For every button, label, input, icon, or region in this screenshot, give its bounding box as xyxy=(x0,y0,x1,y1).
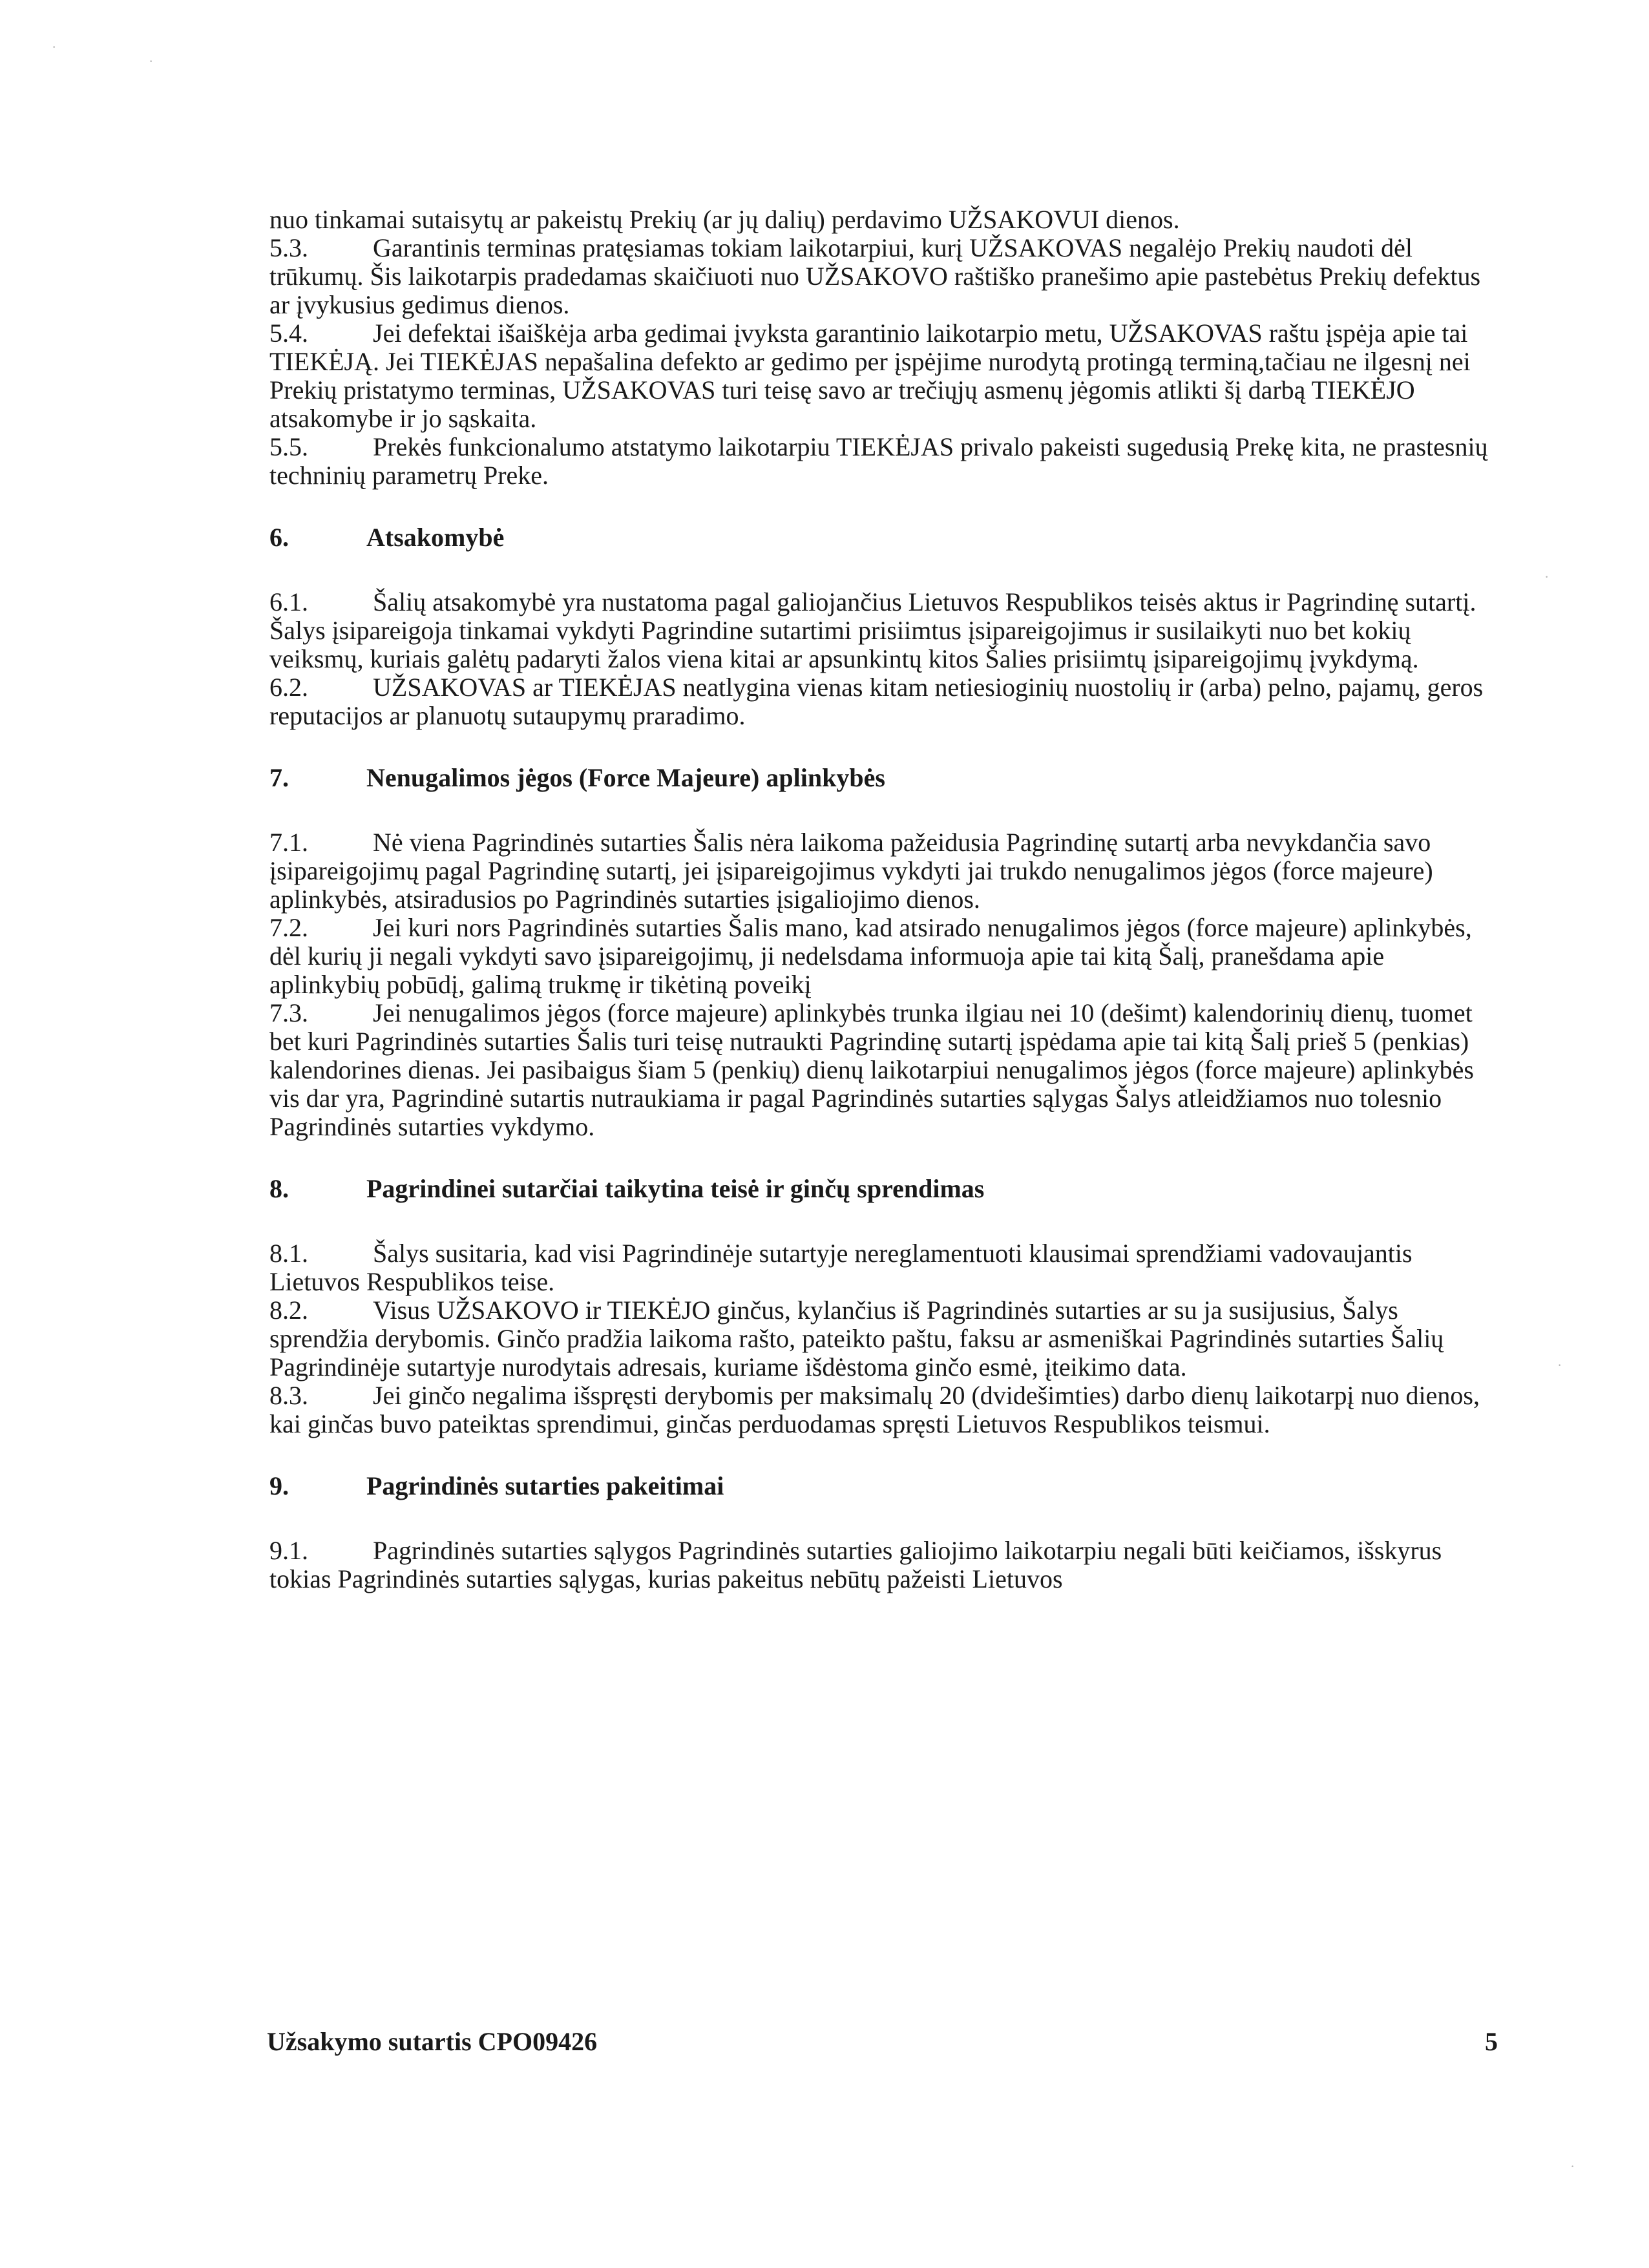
section-number: 9. xyxy=(269,1471,289,1500)
section-number: 8. xyxy=(269,1174,289,1203)
section-7-heading xyxy=(269,764,1491,792)
section-title: Nenugalimos jėgos (Force Majeure) aplinkybės xyxy=(366,763,885,792)
clause-number: 9.1. xyxy=(269,1536,308,1565)
clause-text: UŽSAKOVAS ar TIEKĖJAS neatlygina vienas kitam netiesioginių nuostolių ir (arba) pelno, pajamų, geros reputacijos ar planuotų sutaupymų praradimo. xyxy=(269,673,1484,730)
clause-7-2 xyxy=(269,914,1491,999)
scan-speck: · xyxy=(52,39,57,55)
clause-6-2 xyxy=(269,673,1491,730)
clause-text: Prekės funkcionalumo atstatymo laikotarpiu TIEKĖJAS privalo pakeisti sugedusią Prekę kita, ne prastesnių techninių parametrų Preke. xyxy=(269,432,1488,490)
clause-number: 7.3. xyxy=(269,998,308,1027)
clause-number: 7.2. xyxy=(269,913,308,942)
clause-number: 7.1. xyxy=(269,828,308,857)
clause-8-1 xyxy=(269,1239,1491,1296)
page-footer xyxy=(267,2026,1498,2057)
section-6-heading xyxy=(269,523,1491,552)
footer-title: Užsakymo sutartis CPO09426 xyxy=(267,2027,598,2056)
clause-text: Jei ginčo negalima išspręsti derybomis per maksimalų 20 (dvidešimties) darbo dienų laikotarpį nuo dienos, kai ginčas buvo pateiktas sprendimui, ginčas perduodamas spręsti Lietuvos Respublikos teismui. xyxy=(269,1381,1480,1438)
clause-number: 6.2. xyxy=(269,673,308,702)
clause-5-5 xyxy=(269,433,1491,490)
clause-text: Nė viena Pagrindinės sutarties Šalis nėra laikoma pažeidusia Pagrindinę sutartį arba nevykdančia savo įsipareigojimų pagal Pagrindinę sutartį, jei įsipareigojimus vykdyti jai trukdo nenugalimos jėgos (force majeure) aplinkybės, atsiradusios po Pagrindinės sutarties įsigaliojimo dienos. xyxy=(269,828,1433,914)
section-8-heading xyxy=(269,1175,1491,1203)
clause-5-3 xyxy=(269,234,1491,319)
section-9-heading xyxy=(269,1472,1491,1500)
clause-7-3 xyxy=(269,999,1491,1141)
clause-text: Pagrindinės sutarties sąlygos Pagrindinės sutarties galiojimo laikotarpiu negali būti keičiamos, išskyrus tokias Pagrindinės sutarties sąlygas, kurias pakeitus nebūtų pažeisti Lietuvos xyxy=(269,1536,1442,1593)
clause-5-4 xyxy=(269,319,1491,433)
clause-8-3 xyxy=(269,1381,1491,1438)
clause-text: Jei defektai išaiškėja arba gedimai įvyksta garantinio laikotarpio metu, UŽSAKOVAS raštu įspėja apie tai TIEKĖJĄ. Jei TIEKĖJAS nepašalina defekto ar gedimo per įspėjime nurodytą protingą terminą,tačiau ne ilgesnį nei Prekių pristatymo terminas, UŽSAKOVAS turi teisę savo ar trečiųjų asmenų jėgomis atlikti šį darbą TIEKĖJO atsakomybe ir jo sąskaita. xyxy=(269,319,1471,433)
scan-speck: · xyxy=(1557,1357,1562,1373)
clause-text: Jei nenugalimos jėgos (force majeure) aplinkybės trunka ilgiau nei 10 (dešimt) kalendorinių dienų, tuomet bet kuri Pagrindinės sutarties Šalis turi teisę nutraukti Pagrindinę sutartį įspėdama apie tai kitą Šalį prieš 5 (penkias) kalendorines dienas. Jei pasibaigus šiam 5 (penkių) dienų laikotarpiui nenugalimos jėgos (force majeure) aplinkybės vis dar yra, Pagrindinė sutartis nutraukiama ir pagal Pagrindinės sutarties sąlygas Šalys atleidžiamos nuo tolesnio Pagrindinės sutarties vykdymo. xyxy=(269,998,1474,1141)
section-number: 7. xyxy=(269,763,289,792)
clause-number: 8.1. xyxy=(269,1239,308,1268)
scan-speck: · xyxy=(1544,569,1549,585)
scan-speck: · xyxy=(149,53,154,69)
page-number: 5 xyxy=(1485,2027,1498,2056)
section-title: Pagrindinės sutarties pakeitimai xyxy=(366,1471,724,1500)
clause-number: 6.1. xyxy=(269,587,308,616)
document-body xyxy=(269,205,1491,1593)
scan-speck: · xyxy=(1570,2158,1575,2174)
clause-text: Šalių atsakomybė yra nustatoma pagal galiojančius Lietuvos Respublikos teisės aktus ir Pagrindinę sutartį. Šalys įsipareigoja tinkamai vykdyti Pagrindine sutartimi prisiimtus įsipareigojimus ir susilaikyti nuo bet kokių veiksmų, kuriais galėtų padaryti žalos viena kitai ar apsunkintų kitos Šalies prisiimtų įsipareigojimų įvykdymą. xyxy=(269,587,1476,673)
section-title: Pagrindinei sutarčiai taikytina teisė ir ginčų sprendimas xyxy=(366,1174,985,1203)
clause-6-1 xyxy=(269,588,1491,673)
clause-number: 5.3. xyxy=(269,233,308,262)
clause-7-1 xyxy=(269,828,1491,914)
intro-line: nuo tinkamai sutaisytų ar pakeistų Prekių (ar jų dalių) perdavimo UŽSAKOVUI dienos. xyxy=(269,205,1180,234)
clause-number: 8.2. xyxy=(269,1296,308,1325)
clause-number: 5.4. xyxy=(269,319,308,348)
clause-text: Visus UŽSAKOVO ir TIEKĖJO ginčus, kylančius iš Pagrindinės sutarties ar su ja susijusius, Šalys sprendžia derybomis. Ginčo pradžia laikoma rašto, pateikto paštu, faksu ar asmeniškai Pagrindinės sutarties Šalių Pagrindinėje sutartyje nurodytais adresais, kuriame išdėstoma ginčo esmė, įteikimo data. xyxy=(269,1296,1444,1381)
clause-text: Šalys susitaria, kad visi Pagrindinėje sutartyje nereglamentuoti klausimai sprendžiami vadovaujantis Lietuvos Respublikos teise. xyxy=(269,1239,1413,1296)
clause-text: Garantinis terminas pratęsiamas tokiam laikotarpiui, kurį UŽSAKOVAS negalėjo Prekių naudoti dėl trūkumų. Šis laikotarpis pradedamas skaičiuoti nuo UŽSAKOVO raštiško pranešimo apie pastebėtus Prekių defektus ar įvykusius gedimus dienos. xyxy=(269,233,1481,319)
clause-9-1 xyxy=(269,1537,1491,1593)
clause-number: 5.5. xyxy=(269,432,308,461)
clause-text: Jei kuri nors Pagrindinės sutarties Šalis mano, kad atsirado nenugalimos jėgos (force majeure) aplinkybės, dėl kurių ji negali vykdyti savo įsipareigojimų, ji nedelsdama informuoja apie tai kitą Šalį, pranešdama apie aplinkybių pobūdį, galimą trukmę ir tikėtiną poveikį xyxy=(269,913,1472,999)
clause-8-2 xyxy=(269,1296,1491,1381)
clause-number: 8.3. xyxy=(269,1381,308,1410)
section-title: Atsakomybė xyxy=(366,523,505,552)
section-number: 6. xyxy=(269,523,289,552)
